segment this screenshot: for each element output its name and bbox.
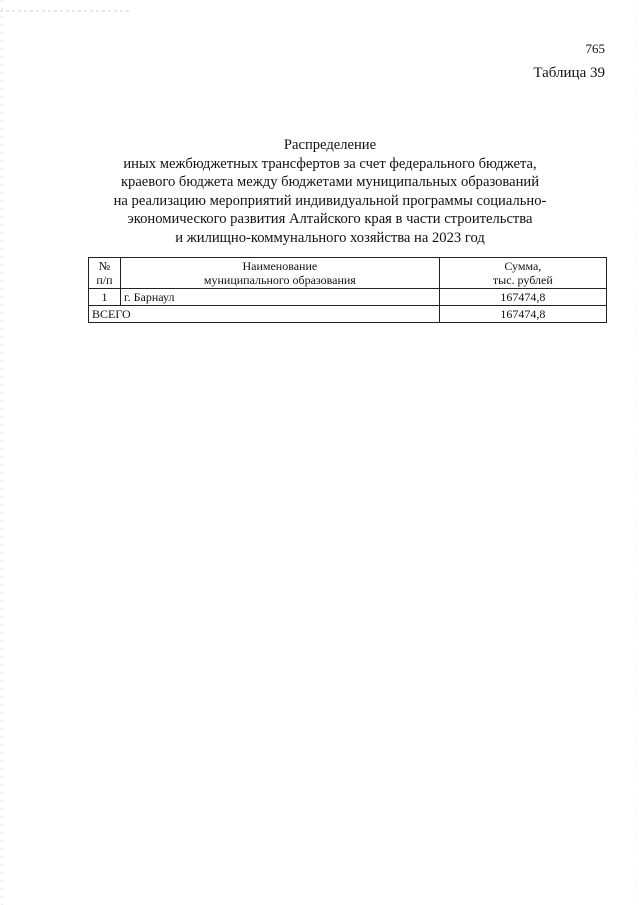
row-name: г. Барнаул <box>121 289 440 306</box>
title-line: краевого бюджета между бюджетами муниципальных образований <box>120 174 540 190</box>
total-row <box>89 306 607 323</box>
row-num: 1 <box>89 289 121 306</box>
header-sum: Сумма, тыс. рублей <box>439 258 606 289</box>
title-line: и жилищно-коммунального хозяйства на 2023 год <box>175 229 485 246</box>
title-line: на реализацию мероприятий индивидуальной программы социально- <box>113 192 547 209</box>
header-name: Наименование муниципального образования <box>121 258 440 289</box>
total-sum: 167474,8 <box>439 306 606 323</box>
document-title <box>80 136 580 247</box>
total-label: ВСЕГО <box>89 306 440 323</box>
title-line: экономического развития Алтайского края в части строительства <box>127 211 533 227</box>
table-row <box>89 289 607 306</box>
table-label: Таблица 39 <box>533 65 605 81</box>
row-sum: 167474,8 <box>439 289 606 306</box>
title-line: иных межбюджетных трансфертов за счет федерального бюджета, <box>123 155 537 172</box>
page-number: 765 <box>585 41 605 56</box>
title-line: Распределение <box>283 137 377 153</box>
distribution-table <box>88 257 607 323</box>
header-num: № п/п <box>89 258 121 289</box>
table-header-row <box>89 258 607 289</box>
